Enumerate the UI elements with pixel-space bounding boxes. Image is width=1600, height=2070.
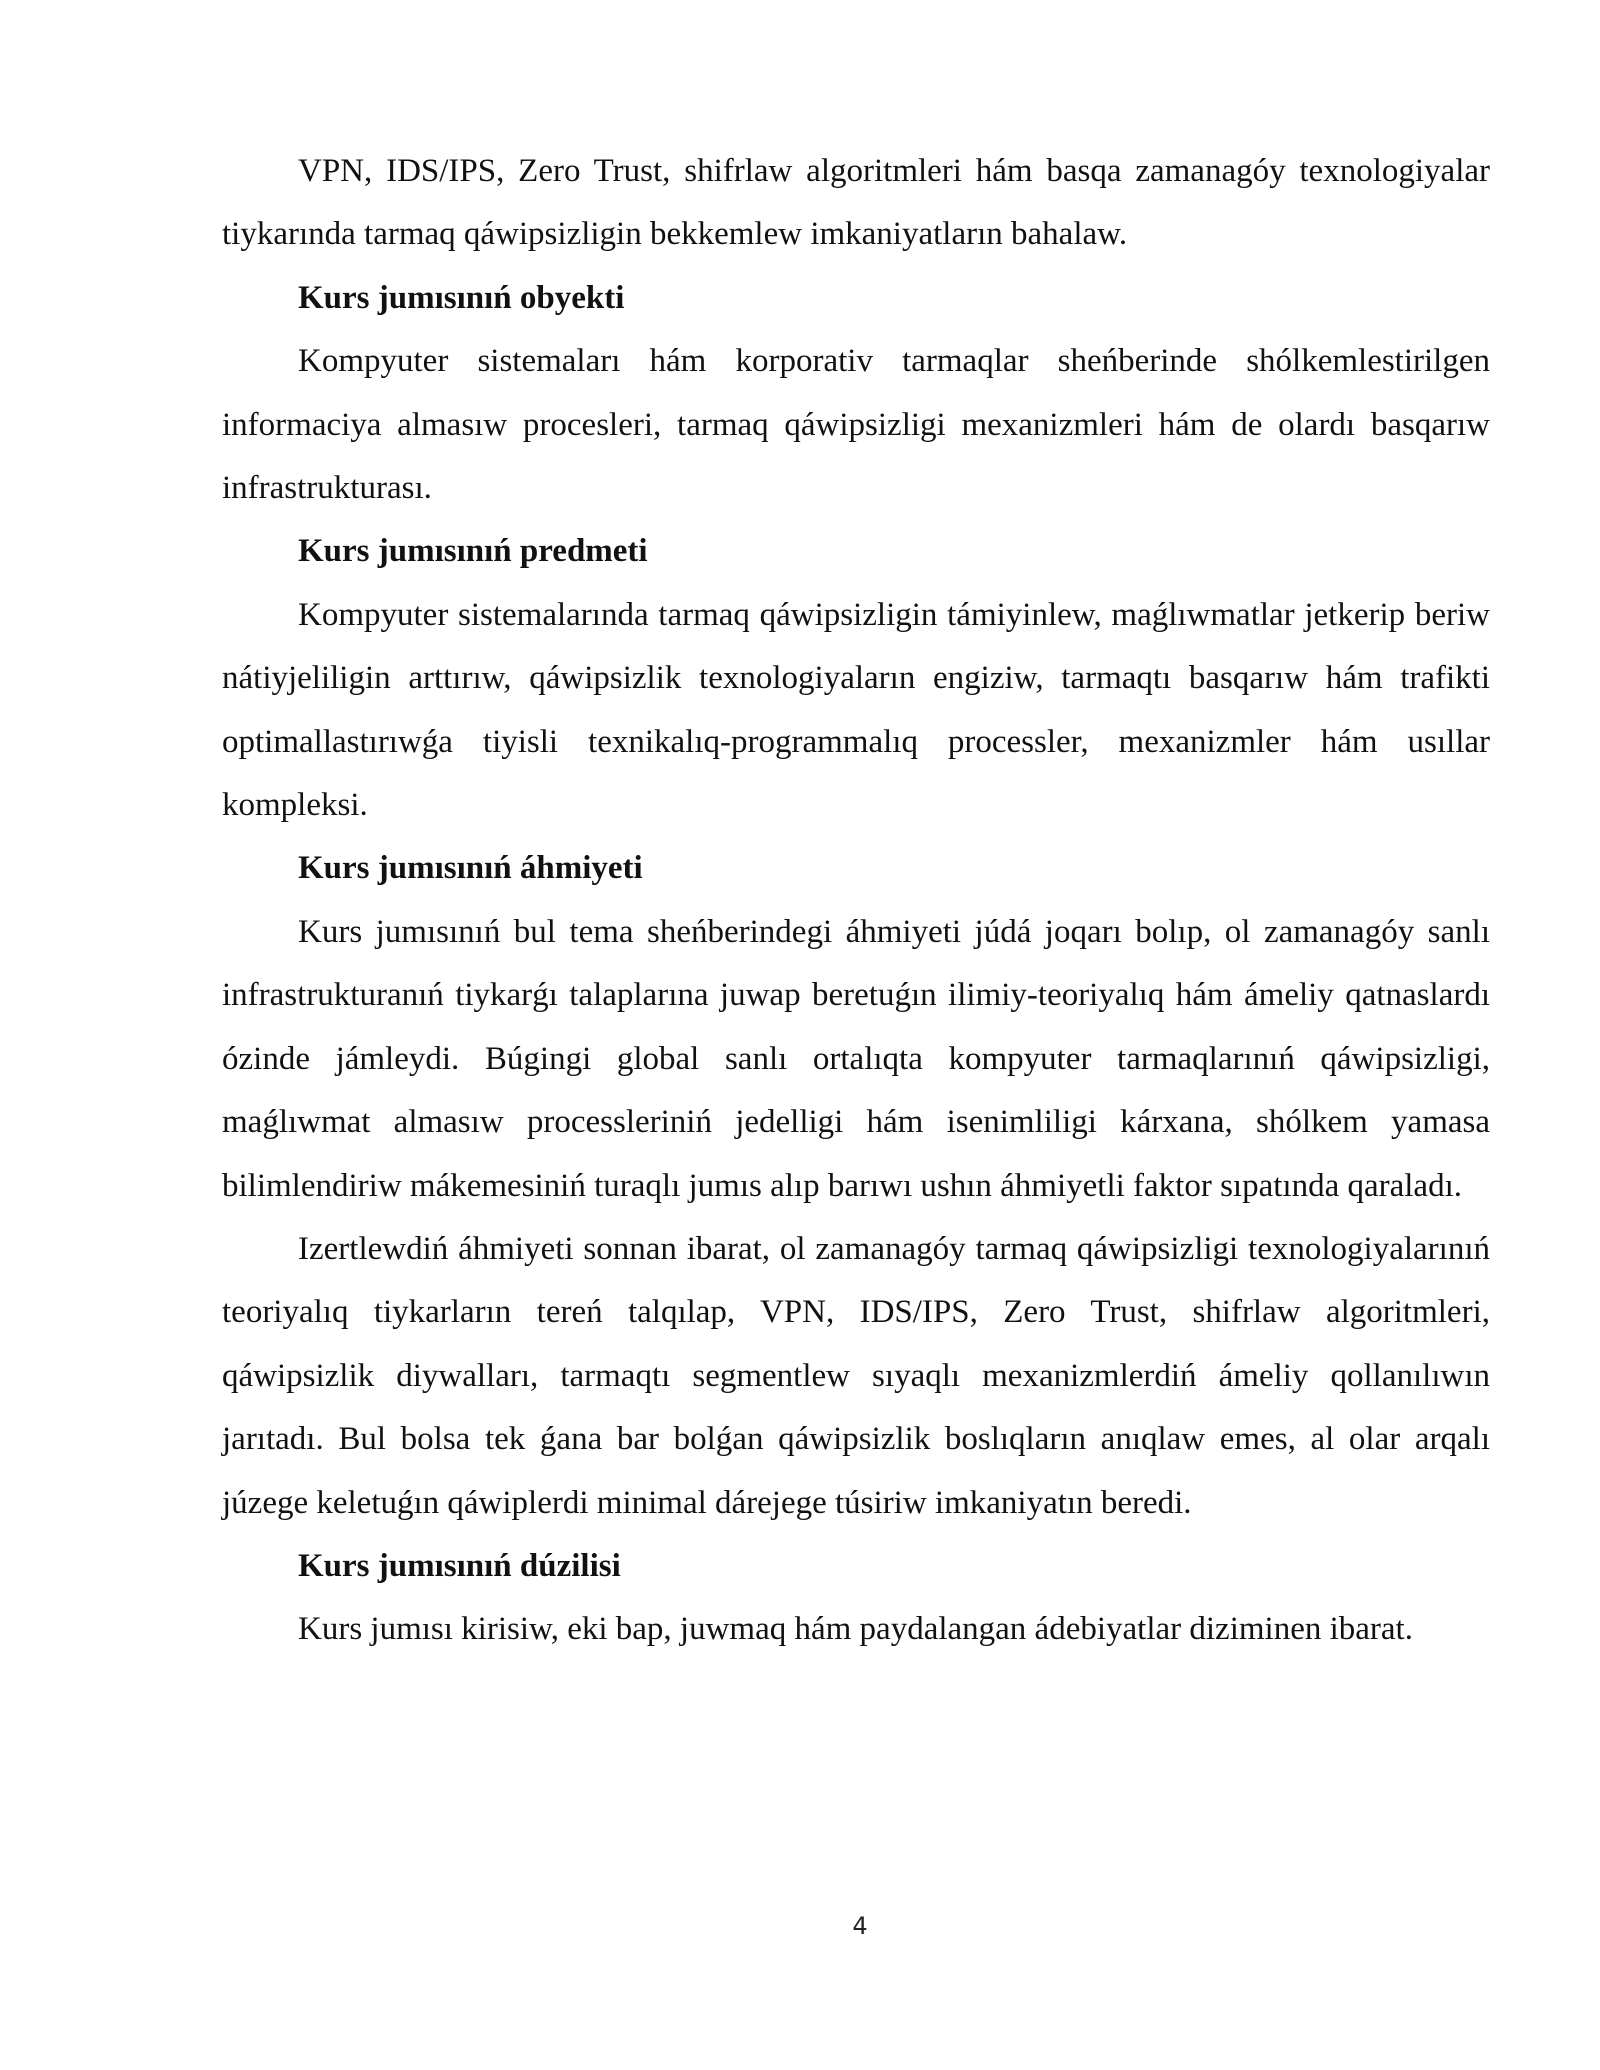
section-heading-importance: Kurs jumısınıń áhmiyeti: [298, 850, 643, 887]
intro-paragraph: VPN, IDS/IPS, Zero Trust, shifrlaw algoritmleri hám basqa zamanagóy texnologiyalar tiykarında tarmaq qáwipsizligin bekkemlew imkaniyatların bahalaw.: [222, 153, 1490, 253]
section-heading-object: Kurs jumısınıń obyekti: [298, 279, 625, 316]
section-paragraph-object: Kompyuter sistemaları hám korporativ tarmaqlar sheńberinde shólkemlestirilgen informaciya almasıw procesleri, tarmaq qáwipsizligi mexanizmleri hám de olardı basqarıw infrastrukturası.: [222, 343, 1490, 507]
section-paragraph-structure: Kurs jumısı kirisiw, eki bap, juwmaq hám paydalangan ádebiyatlar diziminen ibarat.: [298, 1611, 1413, 1648]
section-heading-structure: Kurs jumısınıń dúzilisi: [298, 1547, 621, 1584]
section-paragraph-subject: Kompyuter sistemalarında tarmaq qáwipsizligin támiyinlew, maǵlıwmatlar jetkerip beriw nátiyjeliligin arttırıw, qáwipsizlik texnologiyaların engiziw, tarmaqtı basqarıw hám trafikti optimallastırıwǵa tiyisli texnikalıq-programmalıq processler, mexanizmler hám usıllar kompleksi.: [222, 596, 1490, 824]
section-paragraph-importance-2: Izertlewdiń áhmiyeti sonnan ibarat, ol zamanagóy tarmaq qáwipsizligi texnologiyalarınıń teoriyalıq tiykarların tereń talqılap, VPN, IDS/IPS, Zero Trust, shifrlaw algoritmleri, qáwipsizlik diywalları, tarmaqtı segmentlew sıyaqlı mexanizmlerdiń ámeliy qollanılıwın jarıtadı. Bul bolsa tek ǵana bar bolǵan qáwipsizlik boslıqların anıqlaw emes, al olar arqalı júzege keletuǵın qáwiplerdi minimal dárejege túsiriw imkaniyatın beredi.: [222, 1230, 1490, 1521]
section-heading-subject: Kurs jumısınıń predmeti: [298, 533, 648, 570]
section-paragraph-importance-1: Kurs jumısınıń bul tema sheńberindegi áhmiyeti júdá joqarı bolıp, ol zamanagóy sanlı infrastrukturanıń tiykarǵı talaplarına juwap beretuǵın ilimiy-teoriyalıq hám ámeliy qatnaslardı ózinde jámleydi. Búgingi global sanlı ortalıqta kompyuter tarmaqlarınıń qáwipsizligi, maǵlıwmat almasıw processleriniń jedelligi hám isenimliligi kárxana, shólkem yamasa bilimlendiriw mákemesiniń turaqlı jumıs alıp barıwı ushın áhmiyetli faktor sıpatında qaraladı.: [222, 913, 1490, 1204]
document-page: [222, 140, 1490, 1662]
page-number: 4: [852, 1912, 868, 1940]
